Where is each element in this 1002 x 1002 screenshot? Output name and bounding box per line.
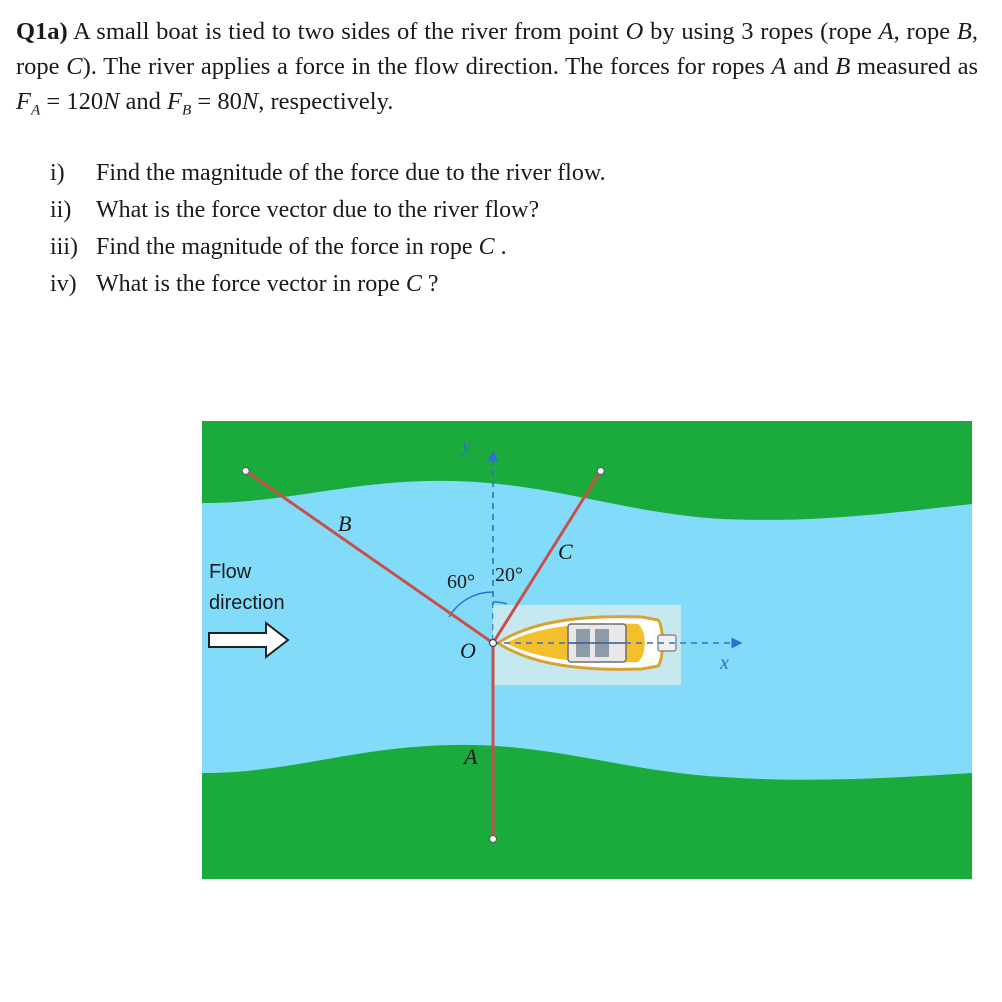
- force-a-symbol: F: [16, 88, 31, 115]
- flow-label: Flow: [209, 561, 252, 583]
- problem-text: by using 3 ropes (rope: [643, 18, 879, 45]
- question-label: Q1a): [16, 18, 68, 45]
- rope-c-label: C: [478, 234, 495, 260]
- force-a-value: = 120: [40, 88, 104, 115]
- problem-text: and: [786, 53, 836, 80]
- x-axis-label: x: [720, 652, 729, 674]
- problem-text: , rope: [16, 18, 978, 80]
- y-axis-label: y: [462, 435, 471, 457]
- question-number: iv): [50, 271, 77, 297]
- problem-text: ). The river applies a force in the flow direction. The forces for ropes: [82, 53, 772, 80]
- question-end: .: [500, 234, 507, 260]
- force-a-subscript: A: [30, 101, 41, 119]
- question-text: Find the magnitude of the force in rope: [96, 234, 479, 260]
- force-b-symbol: F: [167, 88, 183, 115]
- question-text: What is the force vector in rope: [96, 271, 406, 297]
- problem-text: , rope: [893, 18, 957, 45]
- question-item: [50, 192, 606, 229]
- force-a-unit: N: [103, 88, 120, 115]
- point-o-label: O: [625, 18, 644, 45]
- problem-text: and: [119, 88, 168, 115]
- rope-a-label: A: [464, 744, 478, 769]
- rope-c-label: C: [66, 53, 83, 80]
- diagram-svg: [202, 421, 972, 879]
- flow-label: direction: [209, 592, 285, 614]
- rope-b-label: B: [338, 511, 352, 536]
- question-text: Find the magnitude of the force due to the river flow.: [96, 160, 606, 186]
- question-number: iii): [50, 234, 78, 260]
- rope-b-label: B: [956, 18, 972, 45]
- rope-b-label: B: [835, 53, 851, 80]
- rope-a-label: A: [878, 18, 894, 45]
- problem-text: , respectively.: [258, 88, 394, 115]
- rope-c-label: C: [558, 539, 573, 564]
- question-list: [50, 155, 606, 303]
- river-diagram: [202, 421, 972, 879]
- boat: [493, 605, 681, 685]
- question-item: [50, 155, 606, 192]
- origin-point: [490, 640, 497, 647]
- force-b-value: = 80: [191, 88, 242, 115]
- question-item: [50, 266, 606, 303]
- problem-text: A small boat is tied to two sides of the river from point: [67, 18, 626, 45]
- force-b-subscript: B: [182, 101, 192, 119]
- force-b-unit: N: [241, 88, 259, 115]
- question-number: i): [50, 160, 65, 186]
- question-item: [50, 229, 606, 266]
- anchor-point-c: [597, 468, 604, 475]
- angle-label-b: 60°: [447, 571, 475, 593]
- anchor-point-b: [242, 468, 249, 475]
- question-text: What is the force vector due to the river flow?: [96, 197, 540, 223]
- origin-label: O: [460, 638, 476, 663]
- anchor-point-a: [490, 836, 497, 843]
- question-number: ii): [50, 197, 72, 223]
- rope-a-label: A: [771, 53, 787, 80]
- problem-text: measured as: [850, 53, 978, 80]
- angle-label-c: 20°: [495, 564, 523, 586]
- rope-c-label: C: [405, 271, 422, 297]
- problem-statement: [16, 14, 978, 127]
- question-end: ?: [427, 271, 439, 297]
